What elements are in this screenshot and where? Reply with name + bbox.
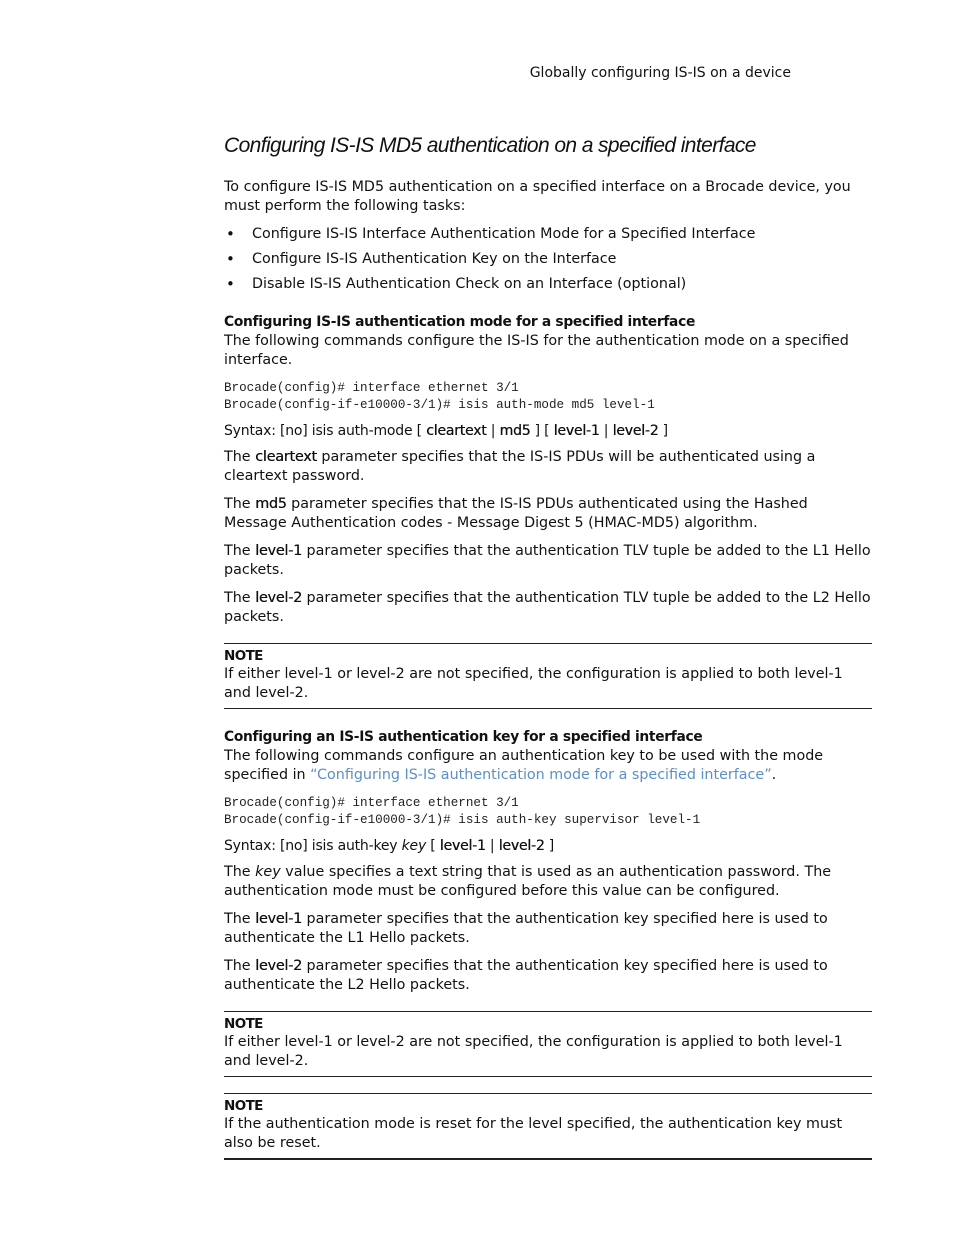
note-box-key-1 — [224, 1011, 872, 1077]
running-header: Globally configuring IS-IS on a device — [529, 65, 791, 81]
note-label: NOTE — [224, 1098, 263, 1114]
task-item: • Configure IS-IS Interface Authentication Mode for a Specified Interface — [224, 225, 872, 244]
note-label: NOTE — [224, 1016, 263, 1032]
note-label: NOTE — [224, 648, 263, 664]
note-box-mode — [224, 643, 872, 709]
task-item: • Configure IS-IS Authentication Key on the Interface — [224, 250, 872, 269]
param-key-level-2: The level-2 parameter specifies that the authentication key specified here is used to authenticate the L2 Hello packets. — [224, 958, 828, 993]
code-block-key: Brocade(config)# interface ethernet 3/1 Brocade(config-if-e10000-3/1)# isis auth-key supervisor level-1 — [224, 796, 701, 827]
param-md5: The md5 parameter specifies that the IS-IS PDUs authenticated using the Hashed Message Authentication codes - Message Digest 5 (HMAC-MD5) algorithm. — [224, 496, 808, 531]
mode-intro: The following commands configure the IS-IS for the authentication mode on a specified interface. — [224, 333, 849, 368]
syntax-line-key: Syntax: [no] isis auth-key key [ level-1 | level-2 ] — [224, 838, 555, 854]
task-list — [224, 225, 872, 294]
param-key: The key value specifies a text string that is used as an authentication password. The authentication mode must be configured before this value can be configured. — [224, 864, 832, 899]
syntax-line-mode: Syntax: [no] isis auth-mode [ cleartext | md5 ] [ level-1 | level-2 ] — [224, 423, 668, 439]
cross-reference-link[interactable]: “Configuring IS-IS authentication mode for a specified interface” — [310, 767, 772, 783]
page-content — [224, 130, 872, 1180]
note-box-key-2 — [224, 1093, 872, 1160]
subsection-heading-mode: Configuring IS-IS authentication mode for a specified interface — [224, 314, 696, 330]
note-text: If either level-1 or level-2 are not specified, the configuration is applied to both level-1 and level-2. — [224, 666, 843, 701]
task-item: • Disable IS-IS Authentication Check on an Interface (optional) — [224, 275, 872, 294]
param-level-1: The level-1 parameter specifies that the authentication TLV tuple be added to the L1 Hello packets. — [224, 543, 871, 578]
section-title: Configuring IS-IS MD5 authentication on a specified interface — [224, 134, 756, 157]
subsection-heading-key: Configuring an IS-IS authentication key for a specified interface — [224, 729, 703, 745]
key-intro: The following commands configure an authentication key to be used with the mode specified in “Configuring IS-IS authentication mode for a specified interface”. — [224, 748, 824, 783]
note-text: If either level-1 or level-2 are not specified, the configuration is applied to both level-1 and level-2. — [224, 1034, 843, 1069]
param-cleartext: The cleartext parameter specifies that the IS-IS PDUs will be authenticated using a cleartext password. — [224, 449, 816, 484]
param-level-2: The level-2 parameter specifies that the authentication TLV tuple be added to the L2 Hello packets. — [224, 590, 871, 625]
section-intro: To configure IS-IS MD5 authentication on a specified interface on a Brocade device, you must perform the following tasks: — [224, 179, 851, 214]
param-key-level-1: The level-1 parameter specifies that the authentication key specified here is used to authenticate the L1 Hello packets. — [224, 911, 828, 946]
code-block-mode: Brocade(config)# interface ethernet 3/1 Brocade(config-if-e10000-3/1)# isis auth-mode md5 level-1 — [224, 381, 655, 412]
note-text: If the authentication mode is reset for the level specified, the authentication key must also be reset. — [224, 1116, 843, 1151]
